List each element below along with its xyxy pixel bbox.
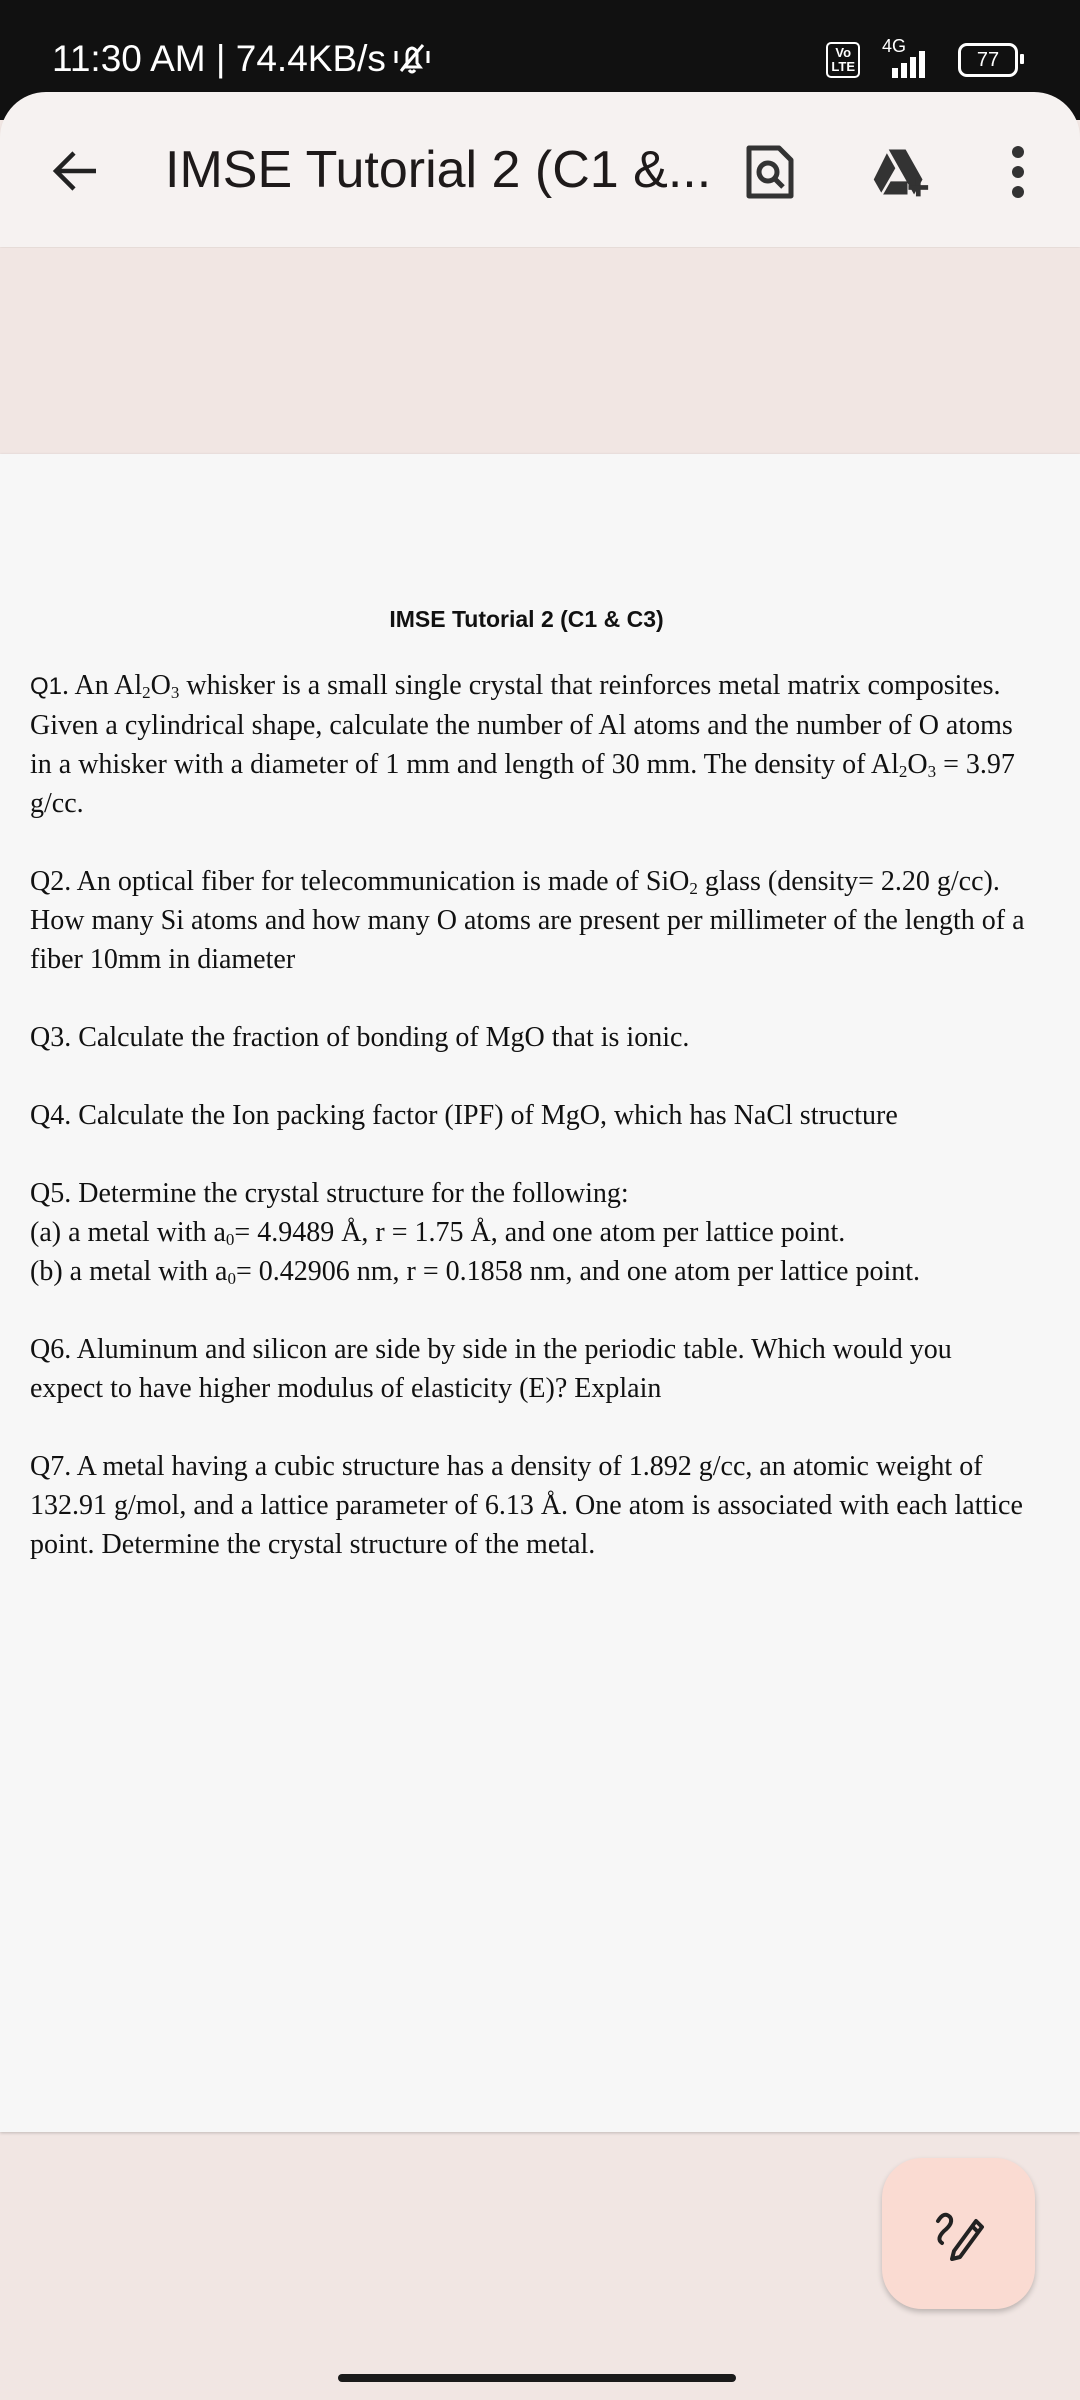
add-to-drive-button[interactable] xyxy=(870,142,930,202)
q1-text: . An Al xyxy=(62,670,143,701)
network-type: 4G xyxy=(882,36,907,56)
battery-level: 77 xyxy=(976,48,1000,71)
q5b-text: (b) a metal with a xyxy=(30,1256,228,1287)
doc-heading: IMSE Tutorial 2 (C1 & C3) xyxy=(389,606,664,632)
edit-pen-icon xyxy=(932,2207,986,2261)
q1-text: whisker is a small single crystal that reinforces metal matrix composites. Given a cylindrical shape, calculate the number of Al atoms and the number of O atoms in a whisker with a diameter of 1 mm and length of 30 mm. The density of Al xyxy=(30,670,1013,780)
question-3: Q3. Calculate the fraction of bonding of MgO that is ionic. xyxy=(30,1022,690,1053)
question-2 xyxy=(30,862,1030,979)
signal-strength-icon xyxy=(874,36,944,80)
q1-number: Q1 xyxy=(30,673,63,700)
q1-sub: 2 xyxy=(898,762,908,781)
search-in-document-icon xyxy=(745,144,795,200)
question-4: Q4. Calculate the Ion packing factor (IPF) of MgO, which has NaCl structure xyxy=(30,1100,898,1131)
app-bar xyxy=(0,92,1080,247)
q5a-sub: 0 xyxy=(225,1230,235,1249)
find-in-document-button[interactable] xyxy=(740,142,800,202)
status-time-text: 11:30 AM | 74.4KB/s xyxy=(52,38,386,79)
status-icons xyxy=(826,36,1018,80)
question-5 xyxy=(30,1174,1030,1291)
home-indicator[interactable] xyxy=(338,2374,736,2382)
question-6: Q6. Aluminum and silicon are side by side in the periodic table. Which would you expect to have higher modulus of elasticity (E)? Explain xyxy=(30,1334,952,1404)
more-options-icon xyxy=(1010,144,1026,200)
q1-sub: 3 xyxy=(927,762,937,781)
q1-text: O xyxy=(150,670,171,701)
q1-sub: 2 xyxy=(142,683,151,702)
question-1 xyxy=(30,666,1030,823)
edit-fab-button[interactable] xyxy=(882,2158,1035,2309)
document-page xyxy=(0,454,1080,2132)
q1-text: O xyxy=(907,749,928,780)
q2-text: Q2. An optical fiber for telecommunication is made of SiO xyxy=(30,866,690,897)
volte-top-text: Vo xyxy=(835,45,852,60)
document-toolbar-space xyxy=(0,248,1080,454)
q2-text: glass (density= 2.20 g/cc). How many Si atoms and how many O atoms are present per millimeter of the length of a fiber 10mm in diameter xyxy=(30,866,1025,975)
volte-bottom-text: LTE xyxy=(831,59,855,74)
status-time-speed xyxy=(52,38,432,80)
add-to-drive-icon xyxy=(870,144,930,200)
q2-sub: 2 xyxy=(689,879,698,898)
more-options-button[interactable] xyxy=(988,142,1048,202)
q5a-text: = 4.9489 Å, r = 1.75 Å, and one atom per lattice point. xyxy=(234,1217,846,1248)
notifications-muted-icon xyxy=(392,41,432,77)
q5-intro: Q5. Determine the crystal structure for the following: xyxy=(30,1178,629,1209)
question-7: Q7. A metal having a cubic structure has a density of 1.892 g/cc, an atomic weight of 132.91 g/mol, and a lattice parameter of 6.13 Å. One atom is associated with each lattice point. Determine the crystal structure of the metal. xyxy=(30,1451,1023,1560)
q5b-sub: 0 xyxy=(227,1269,236,1288)
q5b-text: = 0.42906 nm, r = 0.1858 nm, and one atom per lattice point. xyxy=(235,1256,921,1287)
document-title: IMSE Tutorial 2 (C1 &... xyxy=(165,141,712,199)
q1-sub: 3 xyxy=(170,683,180,702)
battery-icon xyxy=(958,43,1018,77)
q1-text: = 3.97 g/cc. xyxy=(30,749,1015,819)
volte-badge xyxy=(826,42,860,78)
doc-body xyxy=(30,666,1030,1603)
back-arrow-icon[interactable] xyxy=(50,145,102,197)
q5a-text: (a) a metal with a xyxy=(30,1217,226,1248)
